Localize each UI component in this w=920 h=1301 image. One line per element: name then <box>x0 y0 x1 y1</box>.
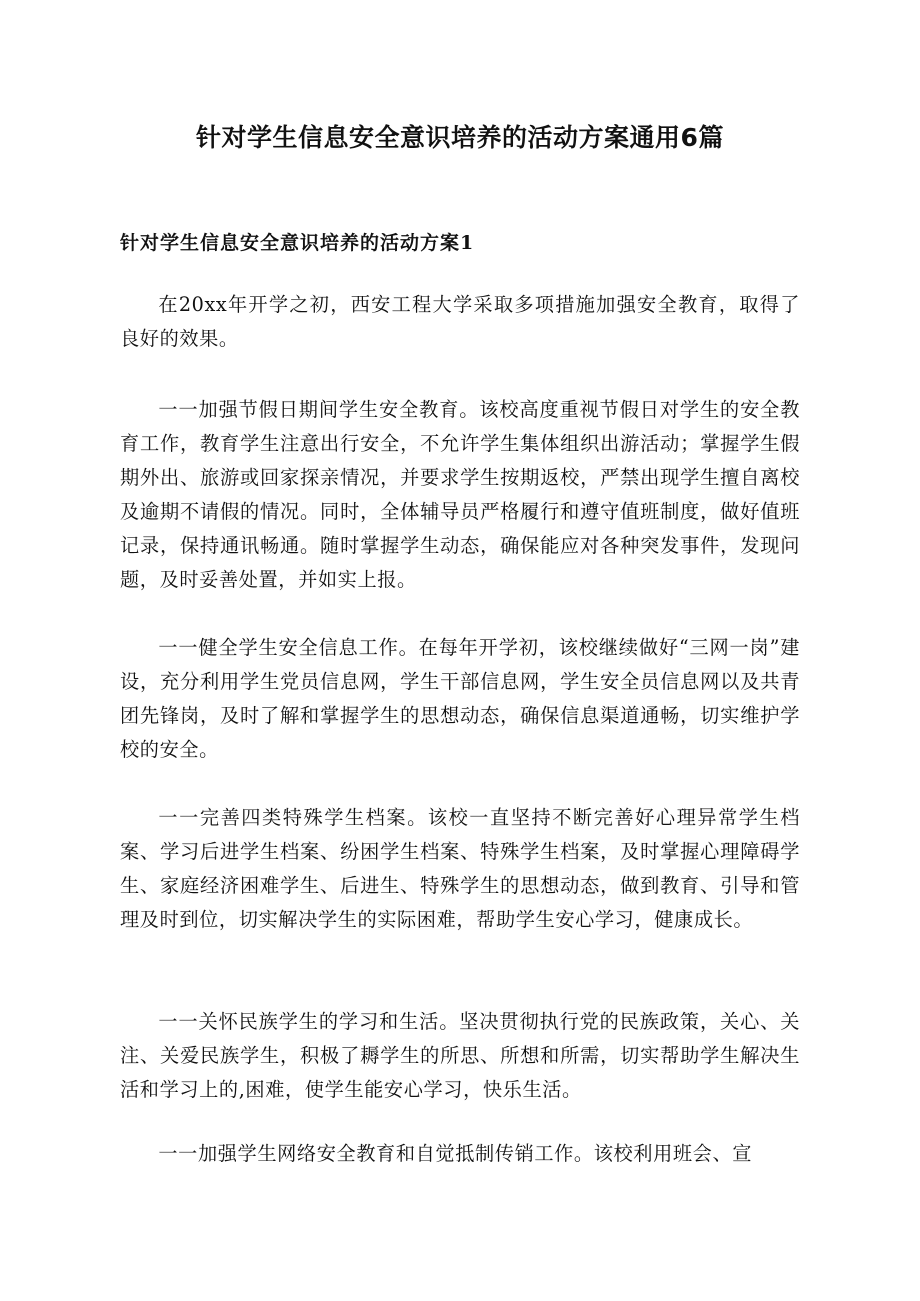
paragraph: 在20xx年开学之初，西安工程大学采取多项措施加强安全教育，取得了良好的效果。 <box>120 293 800 350</box>
paragraph: 一一完善四类特殊学生档案。该校一直坚持不断完善好心理异常学生档案、学习后进学生档案、纷困学生档案、特殊学生档案，及时掌握心理障碍学生、家庭经济困难学生、后进生、特殊学生的思想动态，做到教育、引导和管理及时到位，切实解决学生的实际困难，帮助学生安心学习，健康成长。 <box>120 806 800 931</box>
section-heading: 针对学生信息安全意识培养的活动方案1 <box>120 232 475 254</box>
paragraph: 一一关怀民族学生的学习和生活。坚决贯彻执行党的民族政策，关心、关注、关爱民族学生，积极了耨学生的所思、所想和所需，切实帮助学生解决生活和学习上的,困难，使学生能安心学习，快乐生活。 <box>120 1010 800 1101</box>
paragraph: 一一加强节假日期间学生安全教育。该校高度重视节假日对学生的安全教育工作，教育学生注意出行安全，不允许学生集体组织出游活动；掌握学生假期外出、旅游或回家探亲情况，并要求学生按期返校，严禁出现学生擅自离校及逾期不请假的情况。同时，全体辅导员严格履行和遵守值班制度，做好值班记录，保持通讯畅通。随时掌握学生动态，确保能应对各种突发事件，发现问题，及时妥善处置，并如实上报。 <box>120 398 800 591</box>
paragraph: 一一加强学生网络安全教育和自觉抵制传销工作。该校利用班会、宣 <box>158 1142 753 1165</box>
document-title: 针对学生信息安全意识培养的活动方案通用6篇 <box>196 123 724 152</box>
paragraph: 一一健全学生安全信息工作。在每年开学初，该校继续做好“三网一岗”建设，充分利用学生党员信息网，学生干部信息网，学生安全员信息网以及共青团先锋岗，及时了解和掌握学生的思想动态，确保信息渠道通畅，切实维护学校的安全。 <box>120 636 800 761</box>
